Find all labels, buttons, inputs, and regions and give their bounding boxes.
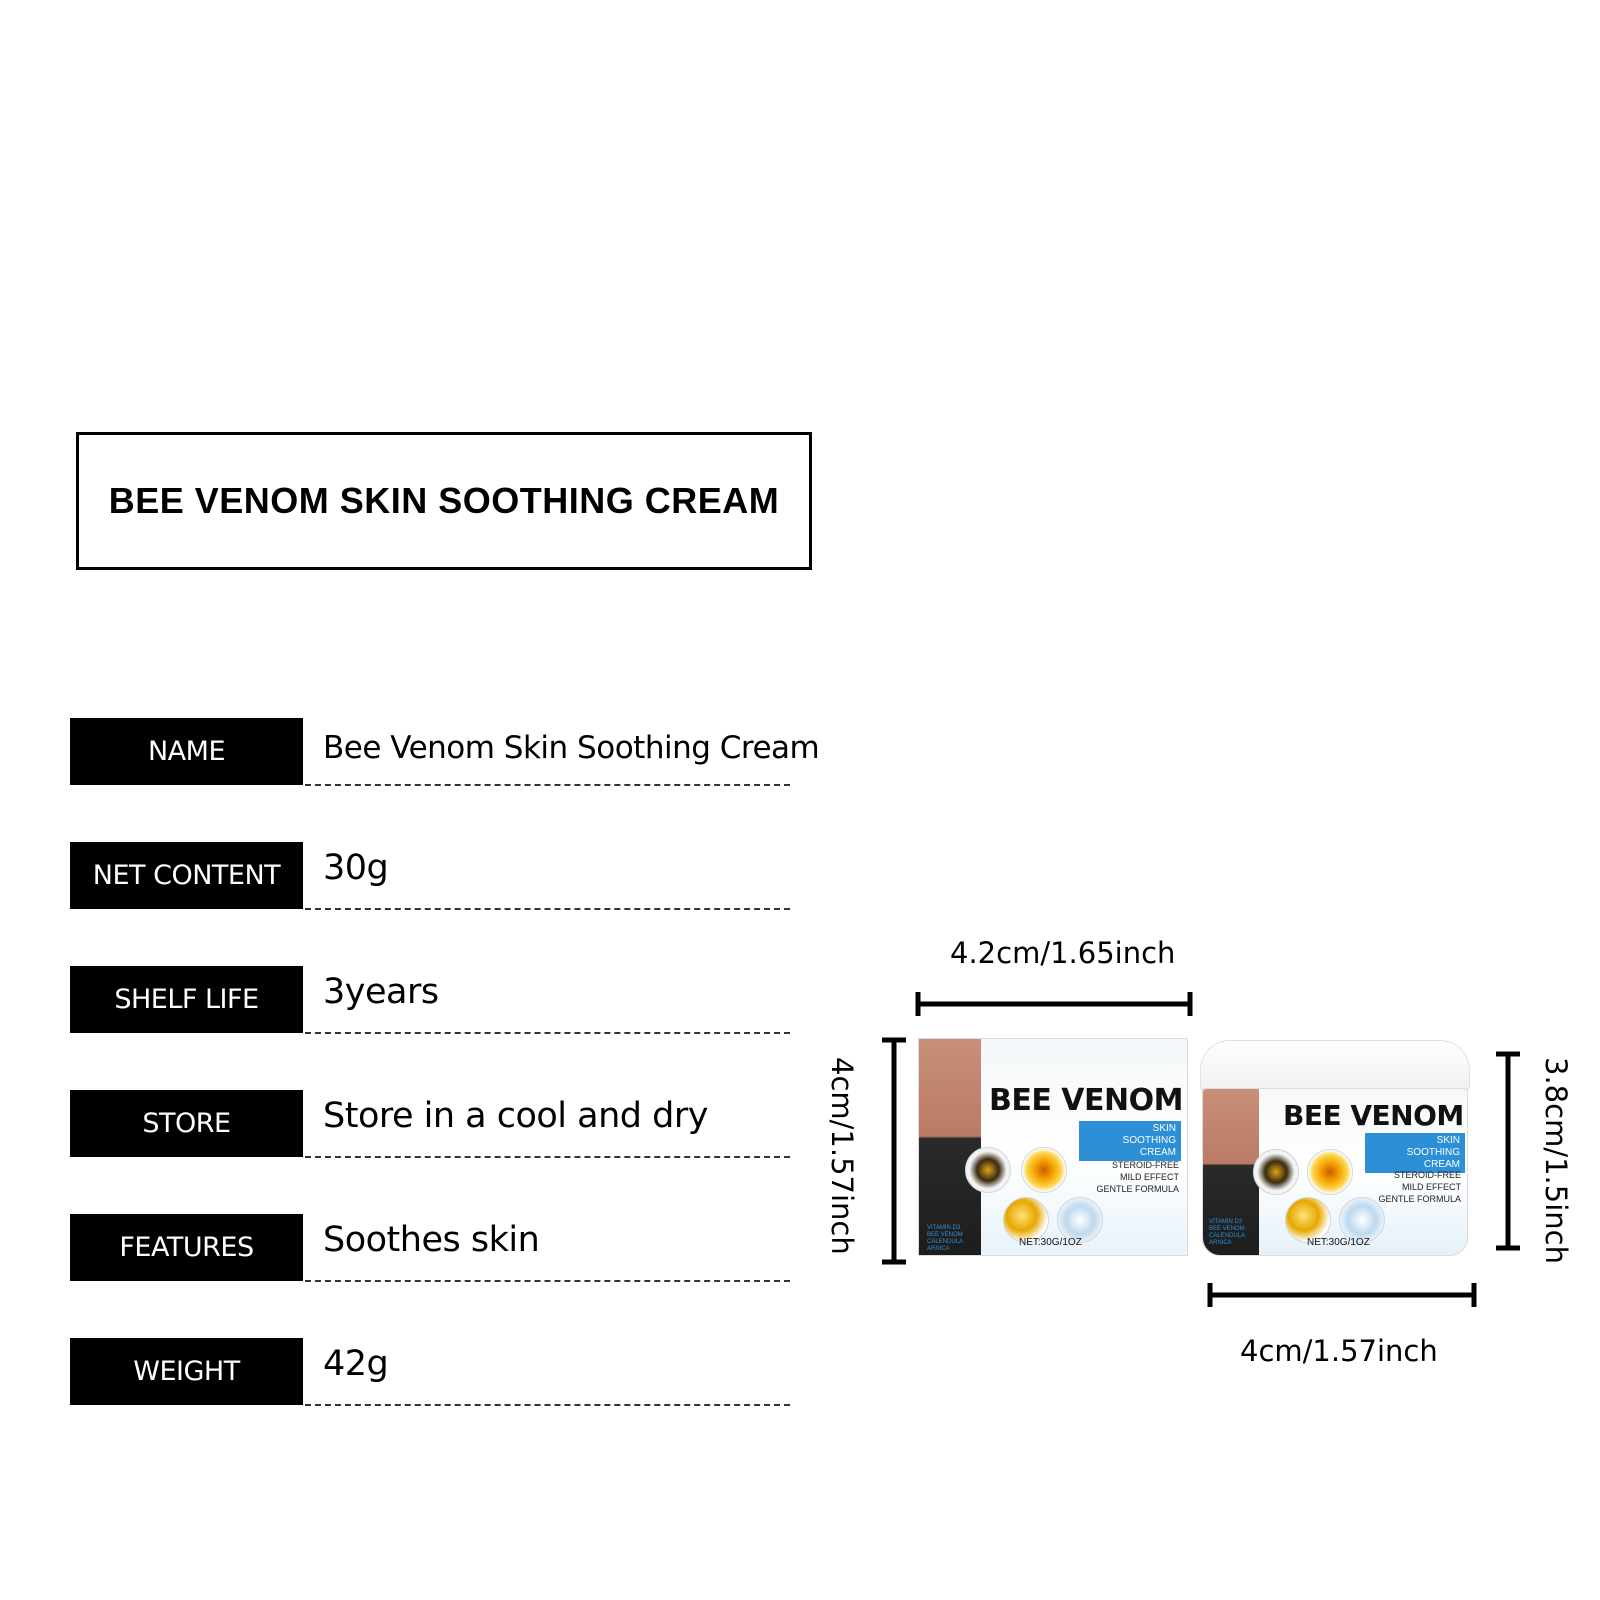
- spec-value: 30g: [323, 848, 389, 888]
- box-brand-text: BEE VENOM: [989, 1083, 1183, 1118]
- arm-photo: [919, 1039, 981, 1255]
- ingredient: ARNICA: [1209, 1240, 1232, 1246]
- dashed-divider: [305, 1032, 790, 1034]
- spec-row-store: [70, 1090, 790, 1160]
- flower-icon: [1307, 1149, 1353, 1195]
- jar-lid: [1200, 1040, 1470, 1092]
- spec-value: Store in a cool and dry: [323, 1096, 708, 1136]
- box-ingredients: [927, 1225, 963, 1253]
- spec-label: NET CONTENT: [70, 842, 303, 909]
- box-width-label: 4.2cm/1.65inch: [950, 936, 1176, 970]
- spec-label: STORE: [70, 1090, 303, 1157]
- spec-value: 3years: [323, 972, 439, 1012]
- box-height-label: 4cm/1.57inch: [825, 1057, 859, 1255]
- ingredient: CALENDULA: [927, 1239, 964, 1245]
- box-blue-tag: [1079, 1121, 1181, 1161]
- dashed-divider: [305, 1156, 790, 1158]
- claim: STEROID-FREE: [1393, 1170, 1461, 1180]
- spec-label: FEATURES: [70, 1214, 303, 1281]
- spec-value: Soothes skin: [323, 1220, 540, 1260]
- claim: STEROID-FREE: [1111, 1160, 1179, 1170]
- spec-row-name: [70, 718, 820, 788]
- spec-label: SHELF LIFE: [70, 966, 303, 1033]
- tag-line: SOOTHING CREAM: [1406, 1147, 1460, 1170]
- dashed-divider: [305, 1280, 790, 1282]
- claim: GENTLE FORMULA: [1096, 1184, 1179, 1194]
- jar-height-label: 3.8cm/1.5inch: [1539, 1057, 1573, 1264]
- product-jar-image: [1200, 1040, 1470, 1258]
- tag-line: SKIN: [1436, 1135, 1460, 1146]
- claim: MILD EFFECT: [1401, 1182, 1461, 1192]
- ingredient: ARNICA: [927, 1246, 950, 1252]
- jar-brand-text: BEE VENOM: [1283, 1099, 1464, 1132]
- tag-line: SKIN: [1152, 1123, 1176, 1134]
- spec-row-shelf-life: [70, 966, 790, 1036]
- spec-row-weight: [70, 1338, 790, 1408]
- jar-blue-tag: [1365, 1133, 1465, 1173]
- product-box-image: [918, 1038, 1188, 1256]
- jar-width-label: 4cm/1.57inch: [1240, 1334, 1438, 1368]
- ingredient: CALENDULA: [1209, 1233, 1246, 1239]
- claim: MILD EFFECT: [1119, 1172, 1179, 1182]
- ingredient: VITAMIN D3: [927, 1225, 961, 1231]
- dashed-divider: [305, 908, 790, 910]
- spec-value: 42g: [323, 1344, 389, 1384]
- bee-icon: [1253, 1149, 1299, 1195]
- box-claims: [1069, 1159, 1179, 1195]
- spec-label: NAME: [70, 718, 303, 785]
- bee-icon: [965, 1147, 1011, 1193]
- jar-net-weight: NET:30G/1OZ: [1307, 1237, 1370, 1248]
- spec-label: WEIGHT: [70, 1338, 303, 1405]
- ingredient: BEE VENOM: [927, 1232, 963, 1238]
- spec-row-features: [70, 1214, 790, 1284]
- spec-row-net-content: [70, 842, 790, 912]
- ingredient: BEE VENOM: [1209, 1226, 1245, 1232]
- dashed-divider: [305, 784, 790, 786]
- flower-icon: [1021, 1147, 1067, 1193]
- spec-value: Bee Venom Skin Soothing Cream: [323, 730, 820, 766]
- product-title: BEE VENOM SKIN SOOTHING CREAM: [108, 480, 780, 521]
- tag-line: SOOTHING CREAM: [1122, 1135, 1176, 1158]
- box-net-weight: NET:30G/1OZ: [1019, 1237, 1082, 1248]
- ingredient: VITAMIN D3: [1209, 1219, 1243, 1225]
- product-title-box: [76, 432, 812, 570]
- dashed-divider: [305, 1404, 790, 1406]
- jar-ingredients: [1209, 1219, 1245, 1247]
- jar-body: [1202, 1088, 1468, 1256]
- claim: GENTLE FORMULA: [1378, 1194, 1461, 1204]
